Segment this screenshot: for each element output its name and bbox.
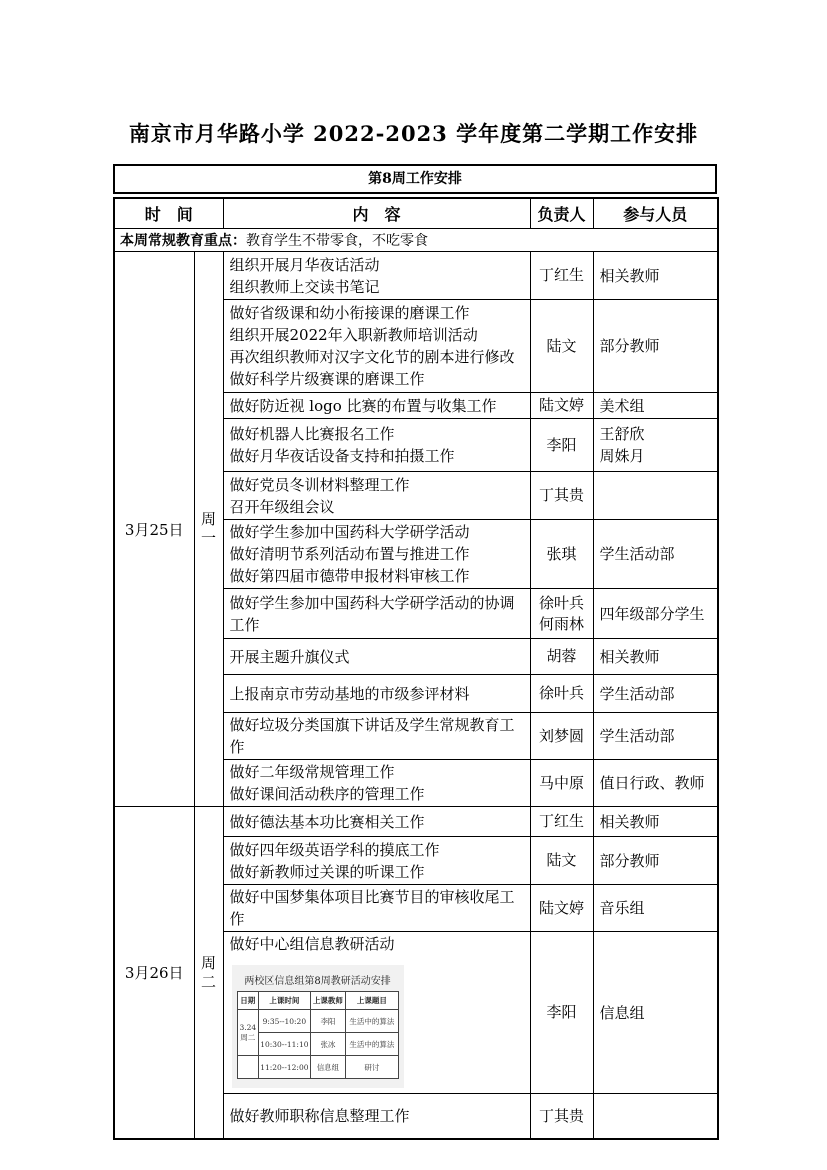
week-banner: 第8周工作安排 [113,164,717,194]
col-header-time: 时 间 [114,198,223,229]
mini-col-header: 上课题目 [346,992,398,1010]
weekly-focus-row [114,229,718,252]
lead-cell [530,300,593,393]
participants-cell [593,419,718,472]
content-cell [223,419,530,472]
task-line: 做好教师职称信息整理工作 [229,1107,410,1125]
participants-cell [593,932,718,1094]
weekly-focus-text: 教育学生不带零食，不吃零食 [246,233,428,249]
task-line: 做好垃圾分类国旗下讲话及学生常规教育工作 [229,716,515,756]
participant-line: 部分教师 [599,337,660,355]
task-line: 做好清明节系列活动布置与推进工作 [229,545,470,563]
col-header-content: 内 容 [223,198,530,229]
document-title: 南京市月华路小学 2022-2023 学年度第二学期工作安排 [128,121,699,146]
lead-line: 陆文 [546,336,577,355]
participant-line: 美术组 [599,396,645,415]
mini-teacher-cell: 信息组 [310,1056,346,1079]
participants-cell [593,520,718,589]
task-line: 做好学生参加中国药科大学研学活动 [229,523,470,541]
task-line: 组织开展月华夜话活动 [229,255,380,274]
content-cell [223,837,530,885]
lead-line: 丁其贵 [539,486,585,504]
lead-line: 丁红生 [539,812,585,830]
task-line: 上报南京市劳动基地的市级参评材料 [229,684,470,703]
mini-date-line: 周二 [240,1032,256,1042]
lead-cell [530,419,593,472]
content-cell [223,639,530,675]
weekday-cell [194,252,223,807]
weekly-focus-label: 本周常规教育重点： [120,233,246,249]
mini-topic-cell: 生活中的算法 [346,1010,398,1033]
mini-date-line: 3.24 [239,1022,257,1032]
participant-line: 相关教师 [599,647,660,666]
mini-schedule-title: 两校区信息组第8周教研活动安排 [244,976,391,987]
participant-line: 学生活动部 [599,545,675,563]
lead-cell [530,837,593,885]
participants-cell [593,252,718,300]
task-line: 做好科学片级赛课的磨课工作 [229,370,425,388]
lead-line: 马中原 [539,773,585,792]
lead-line: 陆文 [546,851,577,869]
content-cell [223,1094,530,1140]
mini-row [237,1033,398,1056]
lead-cell [530,760,593,807]
content-cell [223,300,530,393]
task-line: 做好中国梦集体项目比赛节目的审核收尾工作 [229,888,515,928]
lead-cell [530,932,593,1094]
lead-line: 何雨林 [539,614,585,633]
lead-line: 胡蓉 [546,647,577,665]
task-line: 组织开展2022年入职新教师培训活动 [229,326,478,344]
weekly-focus-cell [114,229,718,252]
weekday-char: 一 [201,529,217,547]
participants-cell [593,472,718,520]
weekday-char: 二 [201,972,217,991]
lead-line: 徐叶兵 [539,684,585,702]
participants-cell [593,837,718,885]
content-cell [223,760,530,807]
table-row [114,807,718,837]
participants-cell [593,885,718,932]
task-line: 做好党员冬训材料整理工作 [229,475,410,494]
participants-cell [593,1094,718,1140]
col-header-participants: 参与人员 [593,198,718,229]
participant-line: 王舒欣 [599,425,645,443]
lead-line: 丁红生 [539,266,585,284]
mini-topic-cell: 生活中的算法 [346,1033,398,1056]
participants-cell [593,393,718,419]
mini-col-header: 日期 [237,992,259,1010]
mini-date-cell [237,1056,259,1079]
lead-line: 李阳 [546,1003,577,1021]
lead-line: 刘梦圆 [539,726,585,745]
lead-cell [530,675,593,713]
mini-time-cell: 10:30--11:10 [259,1033,311,1056]
mini-teacher-cell: 张冰 [310,1033,346,1056]
task-line: 做好二年级常规管理工作 [229,763,395,781]
col-header-lead: 负责人 [530,198,593,229]
task-line: 做好德法基本功比赛相关工作 [229,812,425,831]
lead-cell [530,1094,593,1140]
mini-row [237,1056,398,1079]
participant-line: 值日行政、教师 [599,774,705,792]
task-line: 做好省级课和幼小衔接课的磨课工作 [229,304,470,322]
content-cell [223,932,530,1094]
mini-col-header: 上课时间 [259,992,311,1010]
lead-line: 徐叶兵 [539,593,585,612]
participant-line: 四年级部分学生 [599,604,705,623]
task-line: 再次组织教师对汉字文化节的剧本进行修改 [229,348,515,366]
lead-cell [530,713,593,760]
lead-line: 张琪 [546,544,577,563]
participant-line: 部分教师 [599,851,660,870]
mini-date-cell [237,1010,259,1056]
task-line: 做好新教师过关课的听课工作 [229,862,425,881]
content-cell [223,520,530,589]
lead-cell [530,885,593,932]
participants-cell [593,713,718,760]
content-cell [223,807,530,837]
mini-topic-cell: 研讨 [346,1056,398,1079]
content-cell [223,393,530,419]
task-line: 做好机器人比赛报名工作 [229,425,395,443]
lead-line: 李阳 [546,435,577,454]
participants-cell [593,675,718,713]
participant-line: 相关教师 [599,266,660,285]
task-line: 做好课间活动秩序的管理工作 [229,785,425,803]
column-header-row [114,198,718,229]
participant-line: 信息组 [599,1003,645,1022]
content-cell [223,885,530,932]
participants-cell [593,760,718,807]
time-cell: 3月25日 [114,252,194,807]
lead-line: 陆文婷 [539,396,585,414]
participant-line: 音乐组 [599,899,645,917]
content-cell [223,252,530,300]
task-line: 做好防近视 logo 比赛的布置与收集工作 [229,396,497,415]
embedded-schedule-image [232,965,404,1088]
task-line: 做好月华夜话设备支持和拍摄工作 [229,447,455,465]
lead-cell [530,807,593,837]
participants-cell [593,589,718,639]
participants-cell [593,300,718,393]
participant-line: 周姝月 [599,447,645,465]
mini-row [237,1010,398,1033]
lead-cell [530,639,593,675]
lead-cell [530,472,593,520]
task-line: 做好第四届市德带申报材料审核工作 [229,567,470,585]
mini-col-header: 上课教师 [310,992,346,1010]
task-line: 组织教师上交读书笔记 [229,277,380,296]
weekday-char: 周 [201,953,217,972]
lead-line: 陆文婷 [539,898,585,917]
time-cell: 3月26日 [114,807,194,1140]
lead-cell [530,393,593,419]
mini-teacher-cell: 李阳 [310,1010,346,1033]
participants-cell [593,639,718,675]
mini-time-cell: 9:35--10:20 [259,1010,311,1033]
participant-line: 学生活动部 [599,684,675,703]
task-line: 开展主题升旗仪式 [229,647,350,666]
table-row [114,252,718,300]
participants-cell [593,807,718,837]
weekday-char: 周 [201,510,217,528]
lead-line: 丁其贵 [539,1106,585,1125]
task-line: 做好中心组信息教研活动 [229,935,395,953]
mini-header-row [237,992,398,1010]
content-cell [223,589,530,639]
lead-cell [530,589,593,639]
lead-cell [530,520,593,589]
content-cell [223,675,530,713]
participant-line: 相关教师 [599,812,660,831]
mini-schedule-table [237,991,399,1079]
task-line: 做好学生参加中国药科大学研学活动的协调工作 [229,593,515,634]
content-cell [223,472,530,520]
participant-line: 学生活动部 [599,727,675,745]
content-cell [223,713,530,760]
task-line: 做好四年级英语学科的摸底工作 [229,840,440,859]
weekday-cell [194,807,223,1140]
task-line: 召开年级组会议 [229,497,335,516]
schedule-table [113,197,719,1140]
mini-time-cell: 11:20--12:00 [259,1056,311,1079]
lead-cell [530,252,593,300]
